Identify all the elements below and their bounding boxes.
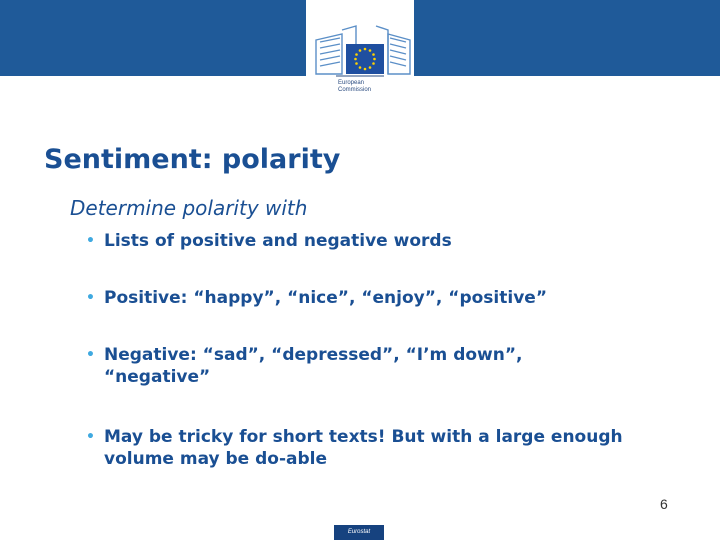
page-number: 6 xyxy=(660,496,668,512)
slide-subtitle: Determine polarity with xyxy=(70,196,308,220)
bullet-item xyxy=(86,344,606,388)
bullet-item xyxy=(86,426,626,470)
bullet-item xyxy=(86,287,646,309)
bullet-item xyxy=(86,230,646,252)
bullet-text: Positive: “happy”, “nice”, “enjoy”, “positive” xyxy=(104,288,547,308)
bullet-dot-icon: • xyxy=(86,233,95,249)
bullet-dot-icon: • xyxy=(86,347,95,363)
bullet-dot-icon: • xyxy=(86,290,95,306)
logo-text-line2: Commission xyxy=(338,87,372,93)
bullet-text: Lists of positive and negative words xyxy=(104,231,452,251)
logo-text-line1: European xyxy=(338,80,365,86)
bullet-dot-icon: • xyxy=(86,429,95,445)
eurostat-footer-tag: Eurostat xyxy=(334,525,384,540)
bullet-text: May be tricky for short texts! But with a large enough volume may be do-able xyxy=(104,427,623,469)
bullet-text: Negative: “sad”, “depressed”, “I’m down”, “negative” xyxy=(104,345,523,387)
european-commission-logo xyxy=(306,0,414,100)
slide-title: Sentiment: polarity xyxy=(44,144,341,175)
